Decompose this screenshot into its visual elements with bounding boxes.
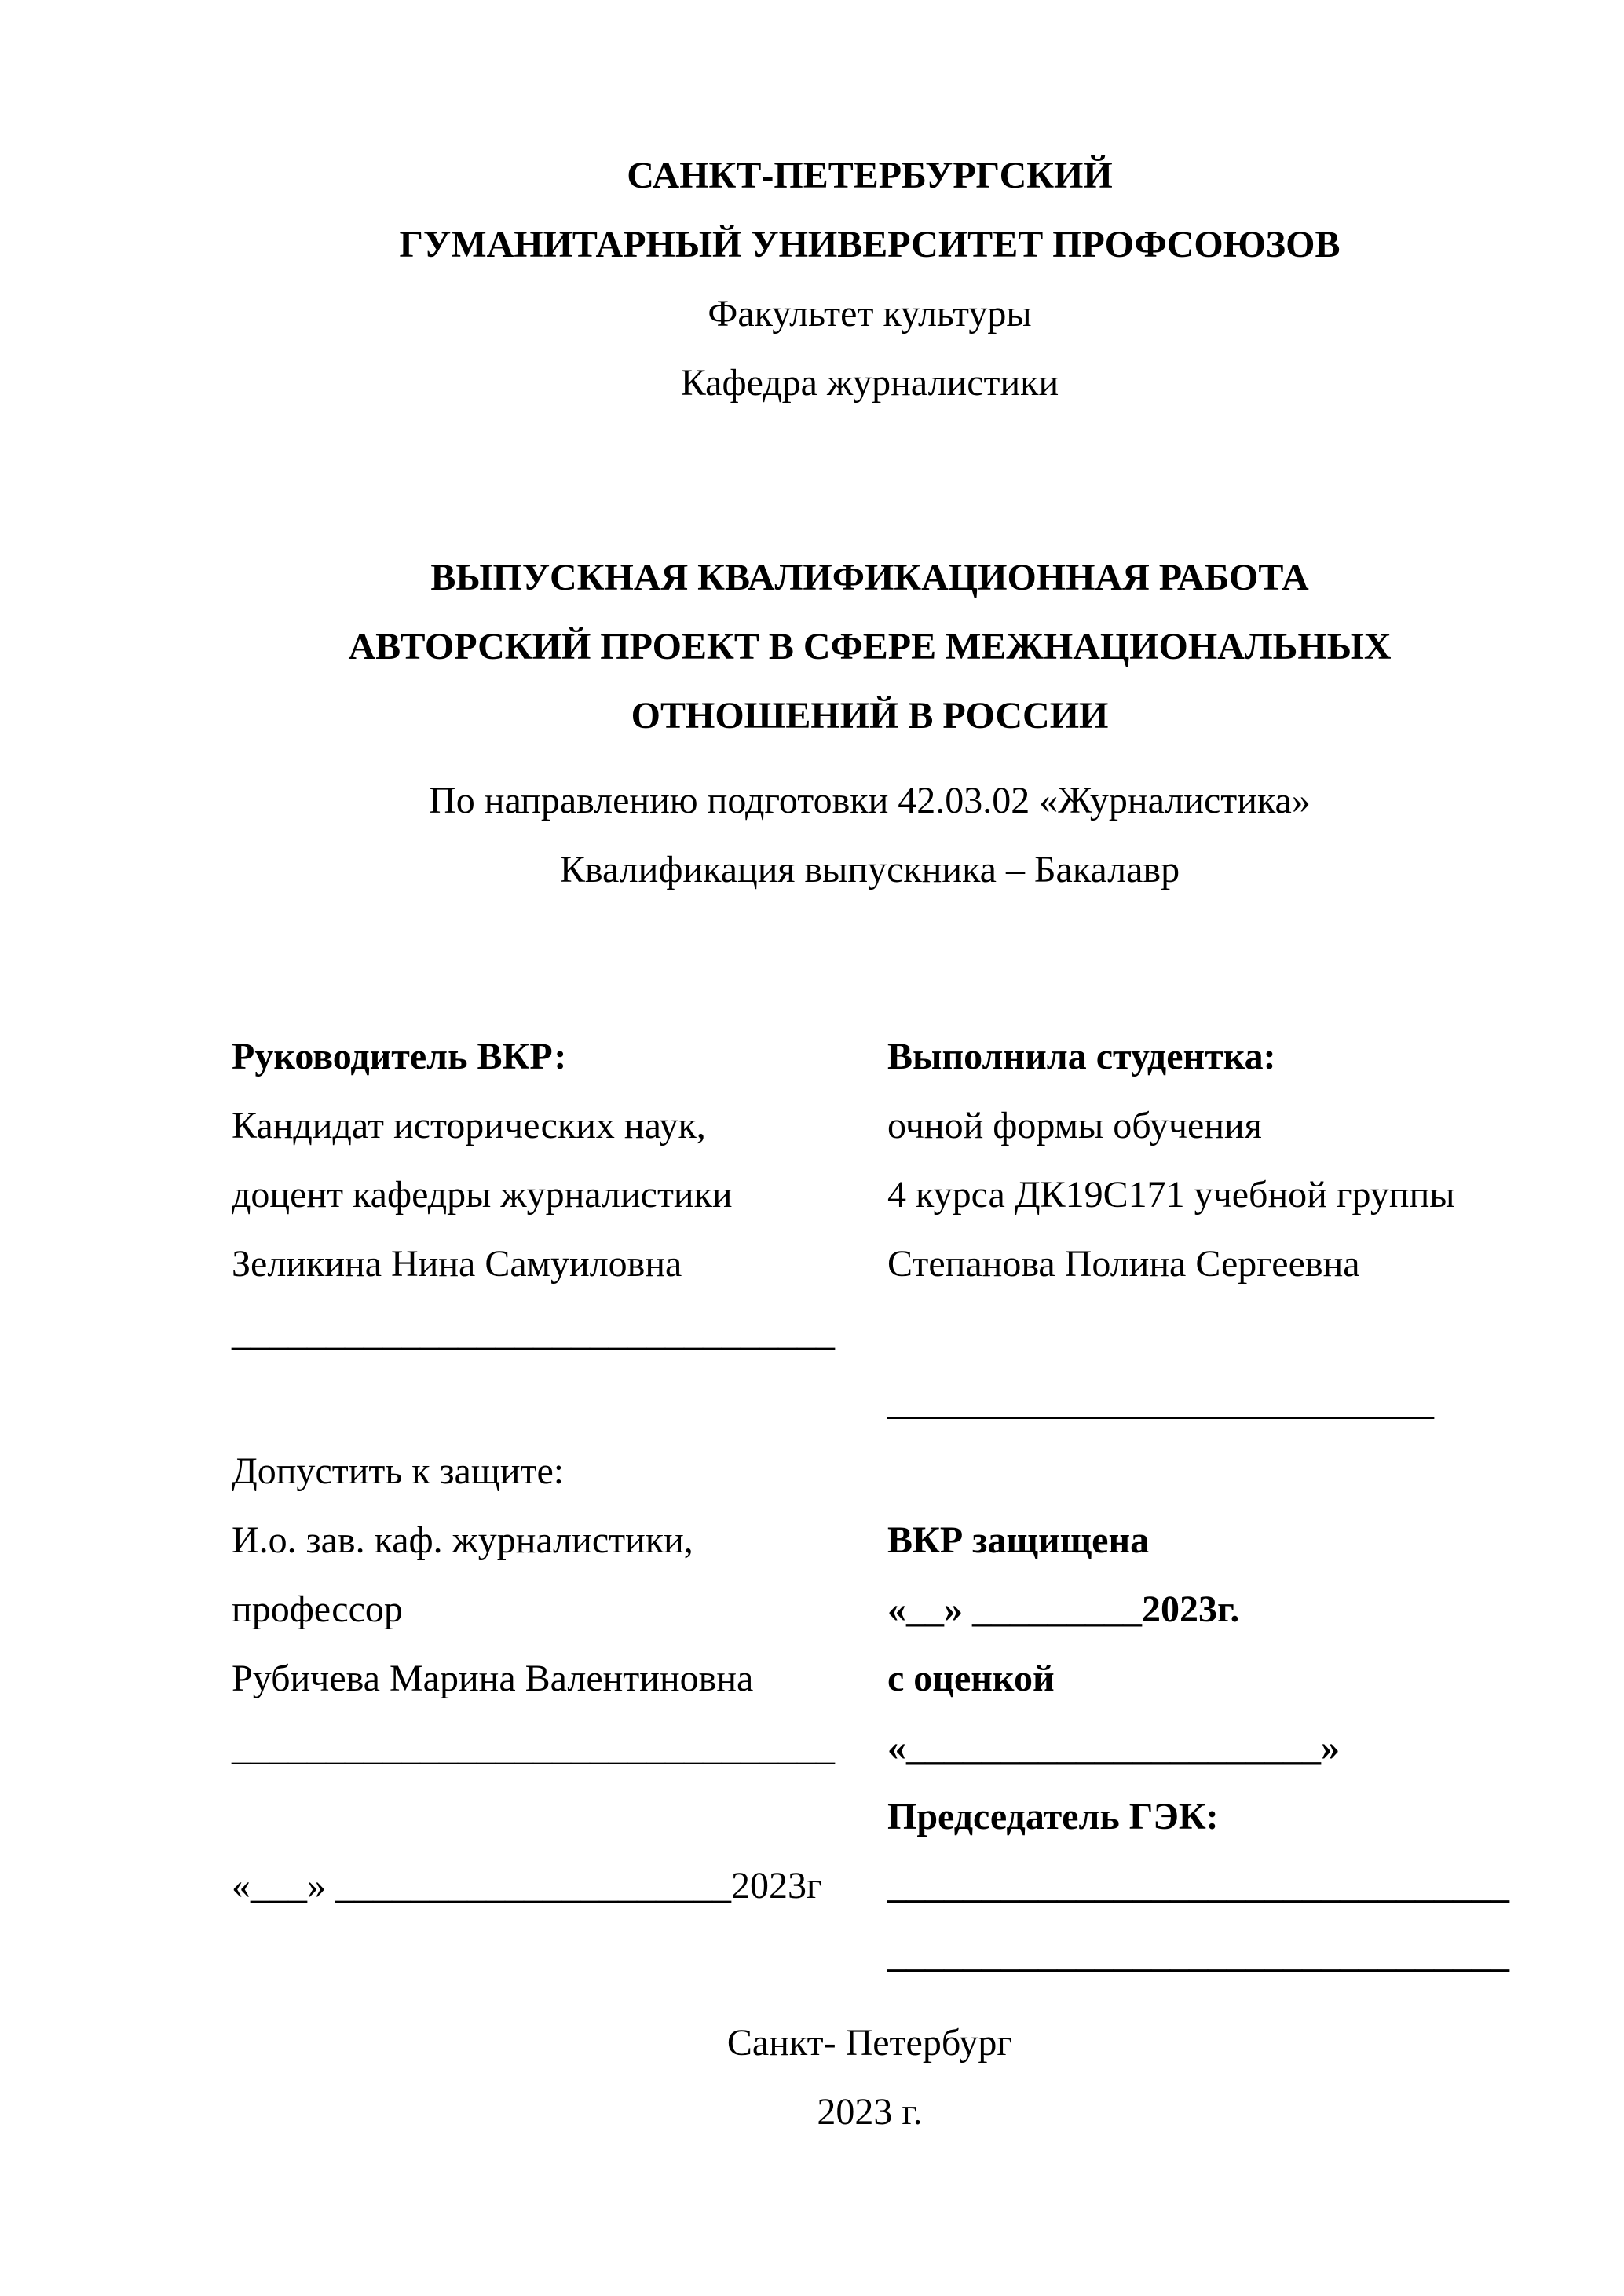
university-name-line-2: ГУМАНИТАРНЫЙ УНИВЕРСИТЕТ ПРОФСОЮЗОВ: [399, 224, 1341, 265]
student-study-form: очной формы обучения: [887, 1105, 1262, 1146]
empty-cell: [887, 1299, 1508, 1368]
department-line: Кафедра журналистики: [680, 362, 1059, 404]
student-name: Степанова Полина Сергеевна: [887, 1243, 1360, 1285]
admit-to-defense-heading: Допустить к защите:: [232, 1450, 565, 1492]
university-header: [232, 141, 1508, 418]
supervisor-name: Зеликина Нина Самуиловна: [232, 1243, 682, 1285]
work-title-line-1: АВТОРСКИЙ ПРОЕКТ В СФЕРЕ МЕЖНАЦИОНАЛЬНЫХ: [348, 626, 1392, 667]
supervisor-position: доцент кафедры журналистики: [232, 1174, 733, 1216]
city-line: Санкт- Петербург: [726, 2022, 1013, 2064]
table-row: [232, 1437, 1508, 1506]
table-row: [232, 1161, 1508, 1230]
table-row: [232, 1782, 1508, 1852]
head-of-department-name: Рубичева Марина Валентиновна: [232, 1658, 754, 1699]
supervisor-degree: Кандидат исторических наук,: [232, 1105, 706, 1146]
defense-date-line: «__» _________2023г.: [887, 1589, 1240, 1630]
table-row: [232, 1230, 1508, 1299]
work-title: [232, 543, 1508, 751]
work-title-line-2: ОТНОШЕНИЙ В РОССИИ: [631, 695, 1109, 737]
programme-line: По направлению подготовки 42.03.02 «Журналистика»: [429, 780, 1311, 821]
programme-info: [232, 766, 1508, 905]
supervisor-heading: Руководитель ВКР:: [232, 1036, 567, 1077]
table-row: [232, 1644, 1508, 1713]
table-row: [232, 1921, 1508, 1990]
empty-cell: [232, 1782, 887, 1852]
defense-status-heading: ВКР защищена: [887, 1519, 1150, 1561]
table-row: [232, 1713, 1508, 1782]
admit-date-line: «___» _____________________2023г: [232, 1865, 822, 1907]
head-of-department-position: И.о. зав. каф. журналистики,: [232, 1519, 693, 1561]
gec-chairman-heading: Председатель ГЭК:: [887, 1796, 1219, 1837]
university-name-line-1: САНКТ-ПЕТЕРБУРГСКИЙ: [627, 155, 1113, 196]
head-of-department-rank: профессор: [232, 1589, 403, 1630]
signature-section: [232, 1022, 1508, 1990]
empty-cell: [232, 1368, 887, 1437]
head-signature-line: ________________________________: [232, 1727, 835, 1768]
student-signature-line: _____________________________: [887, 1381, 1434, 1423]
work-type-line: ВЫПУСКНАЯ КВАЛИФИКАЦИОННАЯ РАБОТА: [430, 557, 1309, 598]
student-group: 4 курса ДК19С171 учебной группы: [887, 1174, 1455, 1216]
table-row: [232, 1368, 1508, 1437]
table-row: [232, 1022, 1508, 1091]
table-row: [232, 1506, 1508, 1575]
footer: [232, 2009, 1508, 2147]
table-row: [232, 1091, 1508, 1161]
faculty-line: Факультет культуры: [708, 293, 1032, 335]
gec-chairman-signature-line-2: _________________________________: [887, 1934, 1509, 1976]
empty-cell: [232, 1921, 887, 1990]
year-line: 2023 г.: [817, 2091, 923, 2133]
empty-cell: [887, 1437, 1508, 1506]
student-heading: Выполнила студентка:: [887, 1036, 1276, 1077]
gec-chairman-signature-line-1: _________________________________: [887, 1865, 1509, 1907]
table-row: [232, 1299, 1508, 1368]
grade-label: с оценкой: [887, 1658, 1055, 1699]
table-row: [232, 1852, 1508, 1921]
qualification-line: Квалификация выпускника – Бакалавр: [559, 849, 1180, 890]
supervisor-signature-line: ________________________________: [232, 1312, 835, 1354]
table-row: [232, 1575, 1508, 1644]
grade-blank-line: «______________________»: [887, 1727, 1340, 1768]
